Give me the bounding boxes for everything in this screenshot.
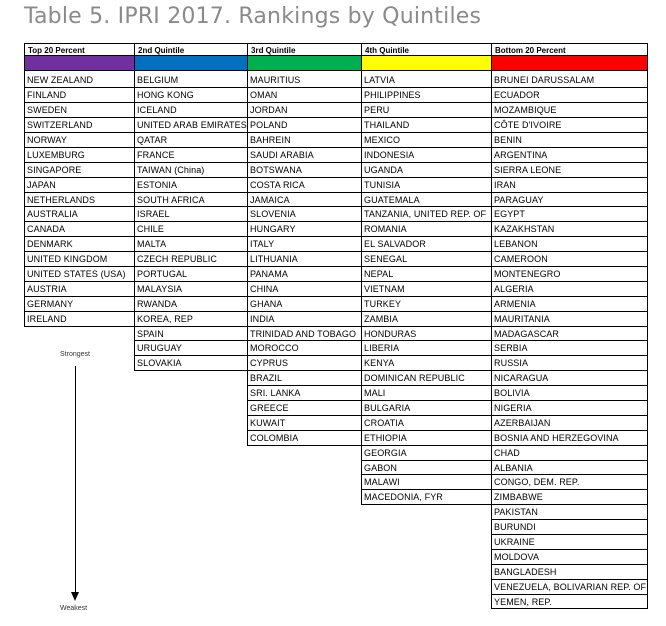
quintile-color-bar bbox=[361, 56, 492, 71]
country-cell: CROATIA bbox=[361, 416, 492, 431]
country-cell: TAIWAN (China) bbox=[134, 163, 248, 178]
country-cell: ZIMBABWE bbox=[491, 490, 648, 505]
country-cell: SWEDEN bbox=[24, 103, 135, 118]
country-cell: GABON bbox=[361, 461, 492, 476]
country-cell: ALBANIA bbox=[491, 461, 648, 476]
column-top-20-percent bbox=[24, 43, 135, 327]
country-cell: ARGENTINA bbox=[491, 148, 648, 163]
country-cell: IRELAND bbox=[24, 312, 135, 327]
country-cell: BOSNIA AND HERZEGOVINA bbox=[491, 431, 648, 446]
country-cell: ROMANIA bbox=[361, 222, 492, 237]
column-3rd-quintile bbox=[247, 43, 362, 446]
country-cell: ECUADOR bbox=[491, 88, 648, 103]
country-list bbox=[491, 73, 648, 609]
country-cell: BANGLADESH bbox=[491, 565, 648, 580]
country-cell: KAZAKHSTAN bbox=[491, 222, 648, 237]
country-cell: SOUTH AFRICA bbox=[134, 193, 248, 208]
country-cell: SLOVENIA bbox=[247, 207, 362, 222]
country-cell: RWANDA bbox=[134, 297, 248, 312]
country-cell: ICELAND bbox=[134, 103, 248, 118]
country-cell: MAURITANIA bbox=[491, 312, 648, 327]
country-cell: GEORGIA bbox=[361, 446, 492, 461]
quintile-color-bar bbox=[134, 56, 248, 71]
country-cell: POLAND bbox=[247, 118, 362, 133]
country-cell: KENYA bbox=[361, 356, 492, 371]
country-cell: KUWAIT bbox=[247, 416, 362, 431]
country-cell: THAILAND bbox=[361, 118, 492, 133]
country-cell: QATAR bbox=[134, 133, 248, 148]
country-cell: BURUNDI bbox=[491, 520, 648, 535]
country-cell: LEBANON bbox=[491, 237, 648, 252]
arrow-down-icon bbox=[71, 592, 79, 601]
country-cell: BRAZIL bbox=[247, 371, 362, 386]
country-cell: LATVIA bbox=[361, 73, 492, 88]
country-cell: JORDAN bbox=[247, 103, 362, 118]
country-cell: NETHERLANDS bbox=[24, 193, 135, 208]
country-cell: HUNGARY bbox=[247, 222, 362, 237]
country-cell: NIGERIA bbox=[491, 401, 648, 416]
country-cell: SENEGAL bbox=[361, 252, 492, 267]
country-cell: NEPAL bbox=[361, 267, 492, 282]
country-cell: FRANCE bbox=[134, 148, 248, 163]
country-cell: UNITED STATES (USA) bbox=[24, 267, 135, 282]
country-list bbox=[134, 73, 248, 371]
country-cell: SIERRA LEONE bbox=[491, 163, 648, 178]
country-cell: VENEZUELA, BOLIVARIAN REP. OF bbox=[491, 580, 648, 595]
country-cell: MALI bbox=[361, 386, 492, 401]
country-cell: LIBERIA bbox=[361, 341, 492, 356]
country-cell: BENIN bbox=[491, 133, 648, 148]
country-cell: GUATEMALA bbox=[361, 193, 492, 208]
strongest-label: Strongest bbox=[60, 351, 90, 358]
column-header: 2nd Quintile bbox=[134, 43, 248, 56]
country-cell: IRAN bbox=[491, 178, 648, 193]
country-cell: MOZAMBIQUE bbox=[491, 103, 648, 118]
country-cell: UNITED ARAB EMIRATES bbox=[134, 118, 248, 133]
country-list bbox=[24, 73, 135, 326]
country-cell: COSTA RICA bbox=[247, 178, 362, 193]
country-cell: MACEDONIA, FYR bbox=[361, 490, 492, 505]
country-cell: BELGIUM bbox=[134, 73, 248, 88]
country-cell: PERU bbox=[361, 103, 492, 118]
country-cell: ITALY bbox=[247, 237, 362, 252]
strength-arrow-line bbox=[75, 366, 76, 593]
country-cell: NORWAY bbox=[24, 133, 135, 148]
country-cell: CÔTE D'IVOIRE bbox=[491, 118, 648, 133]
country-cell: GREECE bbox=[247, 401, 362, 416]
country-cell: UGANDA bbox=[361, 163, 492, 178]
country-cell: OMAN bbox=[247, 88, 362, 103]
column-header: 3rd Quintile bbox=[247, 43, 362, 56]
country-cell: UKRAINE bbox=[491, 535, 648, 550]
country-cell: ARMENIA bbox=[491, 297, 648, 312]
country-cell: DENMARK bbox=[24, 237, 135, 252]
country-cell: CHINA bbox=[247, 282, 362, 297]
country-cell: GHANA bbox=[247, 297, 362, 312]
country-cell: JAPAN bbox=[24, 178, 135, 193]
country-cell: SLOVAKIA bbox=[134, 356, 248, 371]
country-cell: CANADA bbox=[24, 222, 135, 237]
country-cell: DOMINICAN REPUBLIC bbox=[361, 371, 492, 386]
country-cell: LUXEMBURG bbox=[24, 148, 135, 163]
column-4th-quintile bbox=[361, 43, 492, 505]
country-cell: HONDURAS bbox=[361, 327, 492, 342]
country-cell: INDONESIA bbox=[361, 148, 492, 163]
country-cell: CONGO, DEM. REP. bbox=[491, 475, 648, 490]
country-cell: MEXICO bbox=[361, 133, 492, 148]
country-cell: ESTONIA bbox=[134, 178, 248, 193]
country-cell: ALGERIA bbox=[491, 282, 648, 297]
column-header: Bottom 20 Percent bbox=[491, 43, 648, 56]
column-2nd-quintile bbox=[134, 43, 248, 371]
country-cell: EL SALVADOR bbox=[361, 237, 492, 252]
column-header: 4th Quintile bbox=[361, 43, 492, 56]
country-cell: CAMEROON bbox=[491, 252, 648, 267]
country-cell: BOTSWANA bbox=[247, 163, 362, 178]
country-cell: MAURITIUS bbox=[247, 73, 362, 88]
country-cell: MOLDOVA bbox=[491, 550, 648, 565]
page-title: Table 5. IPRI 2017. Rankings by Quintiles bbox=[24, 4, 482, 29]
country-cell: AUSTRIA bbox=[24, 282, 135, 297]
country-cell: MONTENEGRO bbox=[491, 267, 648, 282]
country-cell: CHAD bbox=[491, 446, 648, 461]
country-cell: TURKEY bbox=[361, 297, 492, 312]
weakest-label: Weakest bbox=[60, 605, 88, 612]
country-cell: PORTUGAL bbox=[134, 267, 248, 282]
column-header: Top 20 Percent bbox=[24, 43, 135, 56]
country-cell: BAHREIN bbox=[247, 133, 362, 148]
country-cell: SPAIN bbox=[134, 327, 248, 342]
country-cell: NEW ZEALAND bbox=[24, 73, 135, 88]
country-list bbox=[361, 73, 492, 505]
country-cell: BRUNEI DARUSSALAM bbox=[491, 73, 648, 88]
country-cell: PHILIPPINES bbox=[361, 88, 492, 103]
country-cell: MADAGASCAR bbox=[491, 327, 648, 342]
country-cell: MALAWI bbox=[361, 475, 492, 490]
country-cell: SWITZERLAND bbox=[24, 118, 135, 133]
country-cell: NICARAGUA bbox=[491, 371, 648, 386]
country-cell: COLOMBIA bbox=[247, 431, 362, 446]
country-cell: GERMANY bbox=[24, 297, 135, 312]
country-cell: TRINIDAD AND TOBAGO bbox=[247, 327, 362, 342]
country-cell: BOLIVIA bbox=[491, 386, 648, 401]
country-cell: CHILE bbox=[134, 222, 248, 237]
country-cell: SRI. LANKA bbox=[247, 386, 362, 401]
country-cell: SAUDI ARABIA bbox=[247, 148, 362, 163]
country-cell: MOROCCO bbox=[247, 341, 362, 356]
country-cell: PAKISTAN bbox=[491, 505, 648, 520]
country-cell: PARAGUAY bbox=[491, 193, 648, 208]
column-bottom-20-percent bbox=[491, 43, 648, 609]
quintile-color-bar bbox=[247, 56, 362, 71]
country-cell: INDIA bbox=[247, 312, 362, 327]
country-cell: ZAMBIA bbox=[361, 312, 492, 327]
country-cell: VIETNAM bbox=[361, 282, 492, 297]
country-cell: LITHUANIA bbox=[247, 252, 362, 267]
country-cell: CZECH REPUBLIC bbox=[134, 252, 248, 267]
country-cell: TUNISIA bbox=[361, 178, 492, 193]
country-cell: ISRAEL bbox=[134, 207, 248, 222]
country-cell: TANZANIA, UNITED REP. OF bbox=[361, 207, 492, 222]
country-cell: AUSTRALIA bbox=[24, 207, 135, 222]
country-cell: FINLAND bbox=[24, 88, 135, 103]
country-cell: YEMEN, REP. bbox=[491, 595, 648, 610]
country-cell: JAMAICA bbox=[247, 193, 362, 208]
country-list bbox=[247, 73, 362, 445]
country-cell: SERBIA bbox=[491, 341, 648, 356]
country-cell: EGYPT bbox=[491, 207, 648, 222]
quintile-color-bar bbox=[491, 56, 648, 71]
country-cell: MALTA bbox=[134, 237, 248, 252]
country-cell: SINGAPORE bbox=[24, 163, 135, 178]
quintile-color-bar bbox=[24, 56, 135, 71]
country-cell: CYPRUS bbox=[247, 356, 362, 371]
country-cell: MALAYSIA bbox=[134, 282, 248, 297]
country-cell: AZERBAIJAN bbox=[491, 416, 648, 431]
country-cell: URUGUAY bbox=[134, 341, 248, 356]
country-cell: ETHIOPIA bbox=[361, 431, 492, 446]
country-cell: BULGARIA bbox=[361, 401, 492, 416]
country-cell: KOREA, REP bbox=[134, 312, 248, 327]
country-cell: PANAMA bbox=[247, 267, 362, 282]
country-cell: RUSSIA bbox=[491, 356, 648, 371]
country-cell: HONG KONG bbox=[134, 88, 248, 103]
country-cell: UNITED KINGDOM bbox=[24, 252, 135, 267]
